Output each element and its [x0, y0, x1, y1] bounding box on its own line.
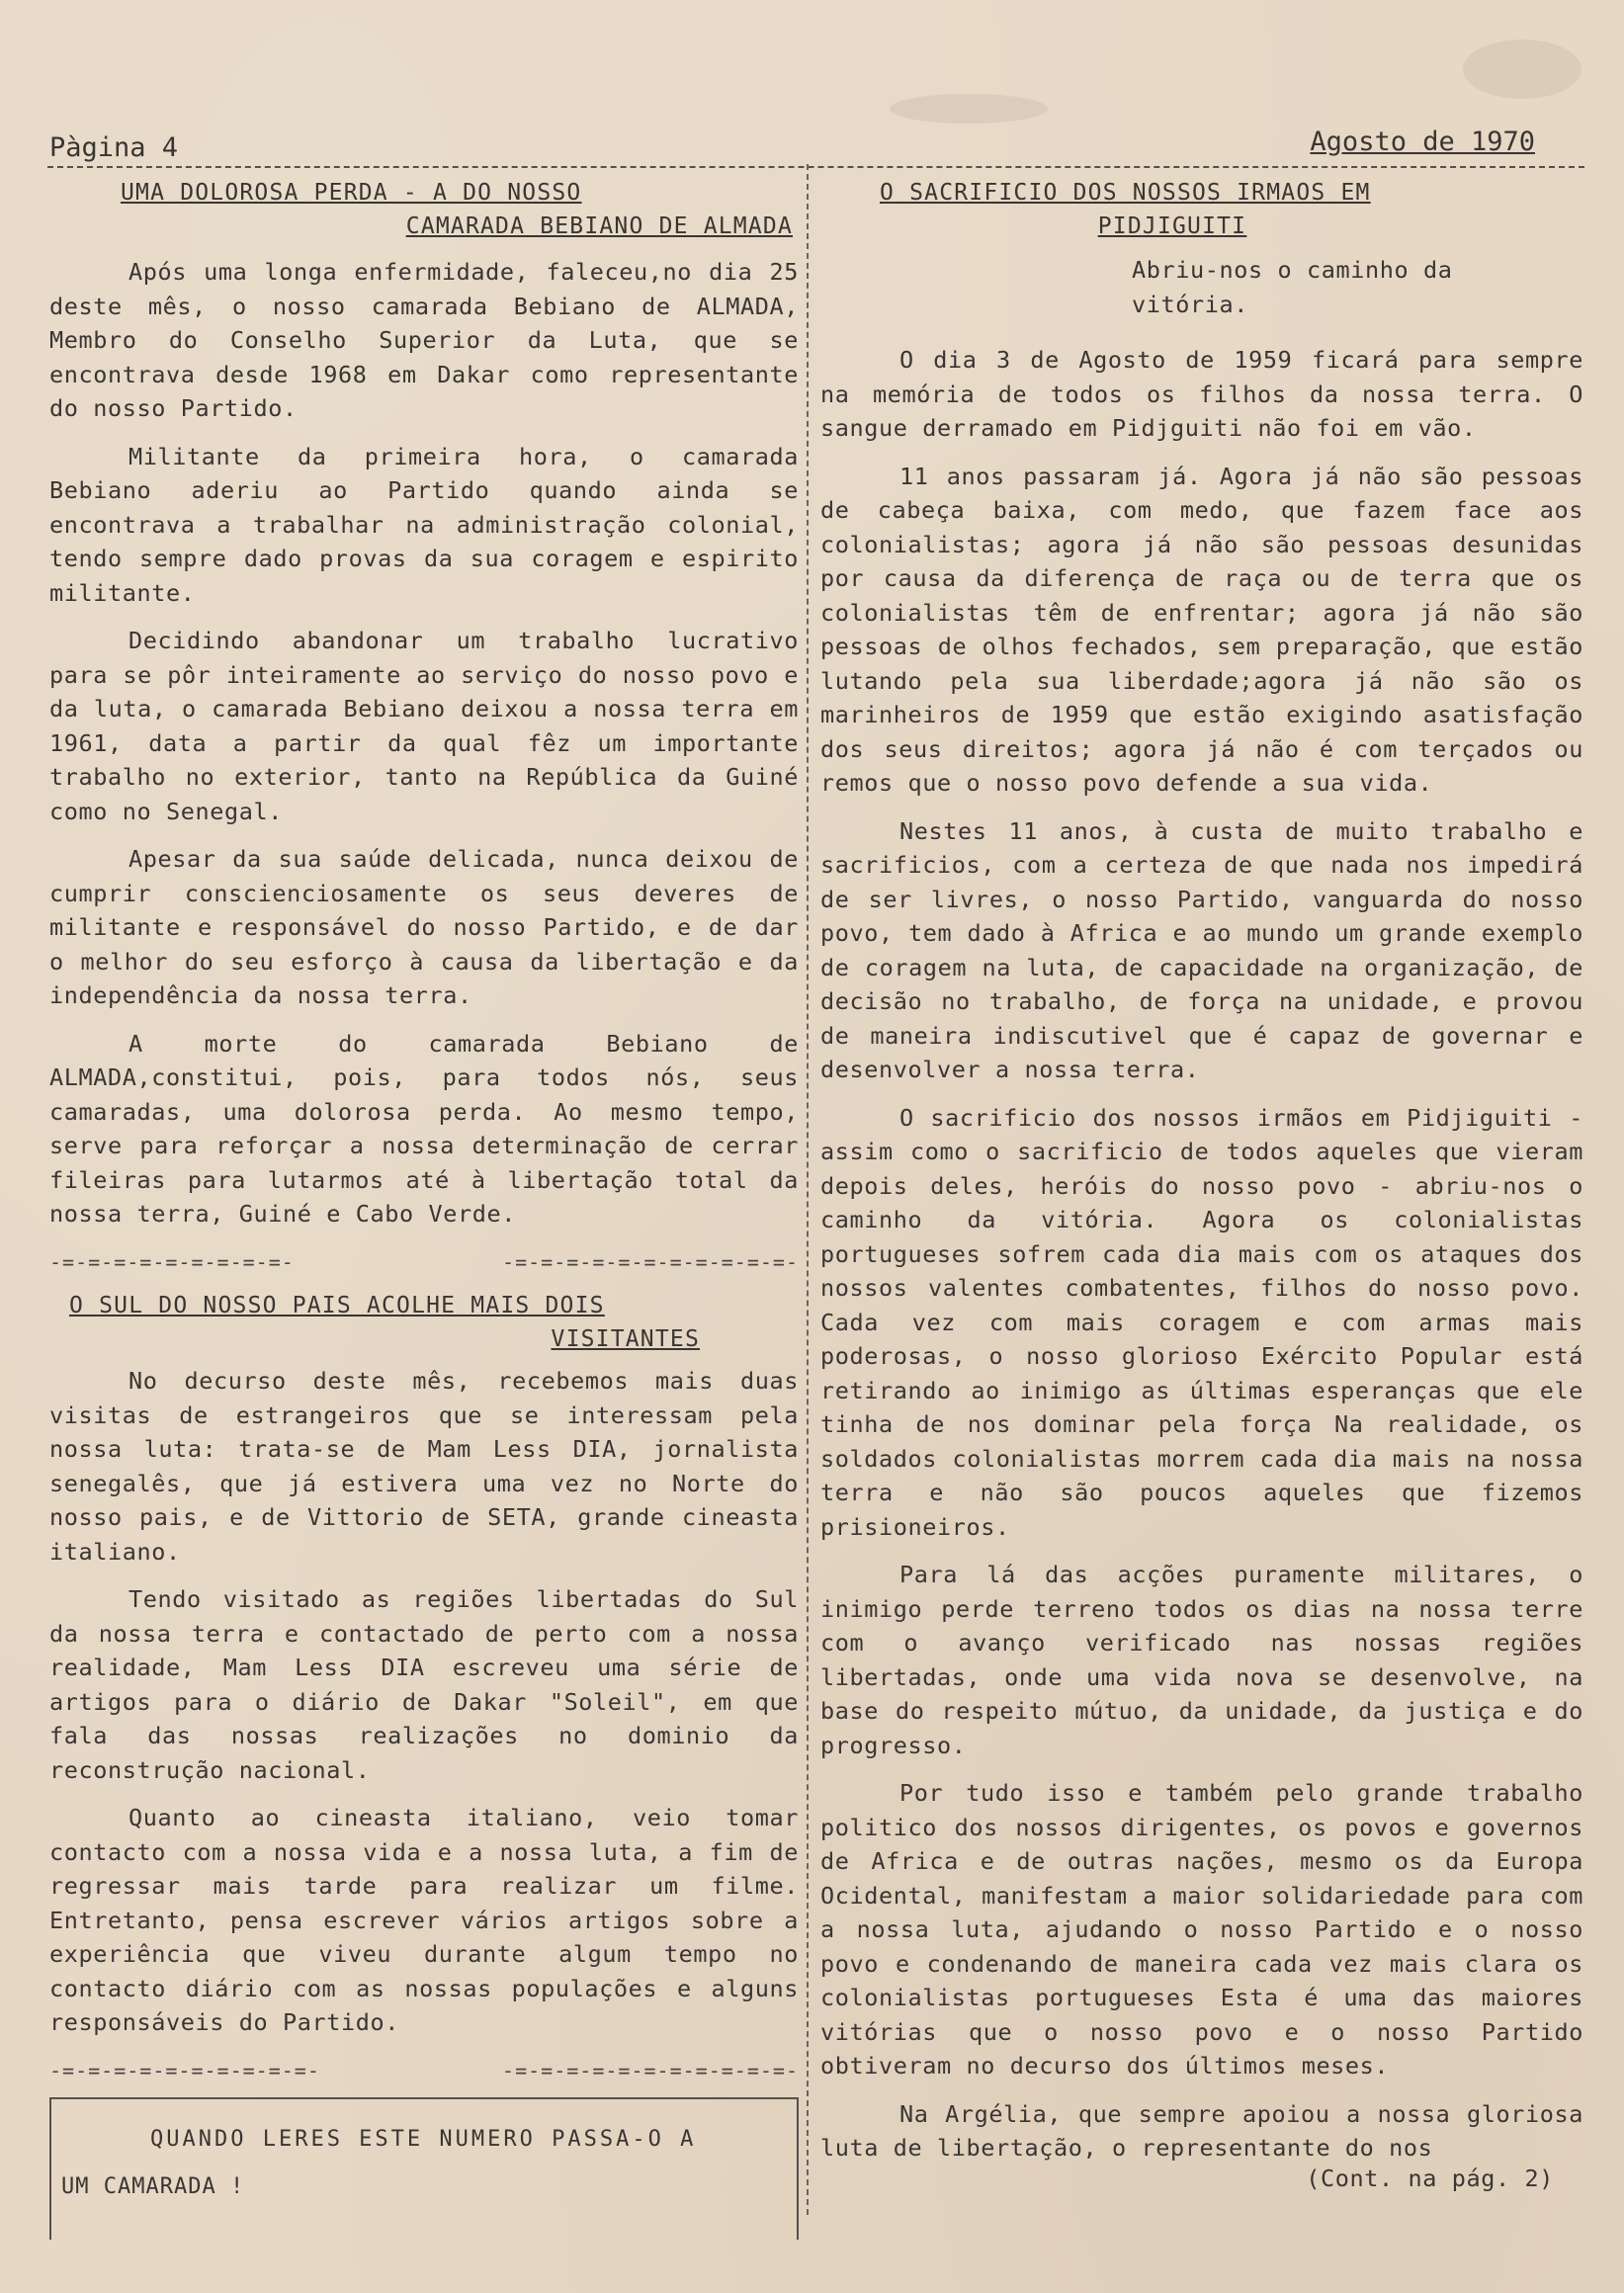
separator-right: -=-=-=-=-=-=-=-=-=-=-=-: [502, 2058, 799, 2082]
title-line: CAMARADA BEBIANO DE ALMADA: [405, 213, 793, 239]
column-divider: [807, 164, 809, 2215]
page-header: [47, 127, 1584, 168]
left-column: [49, 176, 799, 2240]
epigraph: Abriu-nos o caminho da vitória.: [1132, 256, 1453, 318]
paragraph: Quanto ao cineasta italiano, veio tomar contacto com a nossa vida e a nossa luta, a fim de regressar mais tarde para realizar um filme. Entretanto, pensa escrever vários artigos sobre a experiência que viveu durante algum tempo no contacto diário com as nossas populações e alguns responsáveis do Partido.: [49, 1804, 799, 2036]
paper-stain: [1463, 40, 1581, 99]
title-line: UMA DOLOROSA PERDA - A DO NOSSO: [121, 180, 582, 206]
article-title-almada: [49, 176, 799, 243]
separator-left: -=-=-=-=-=-=-=-=-=-: [49, 1249, 295, 1274]
paragraph: Por tudo isso e também pelo grande trabalho politico dos nossos dirigentes, os povos e governos de Africa e de outras nações, mesmo os da Europa Ocidental, manifestam a maior solidariedade para com a nossa luta, ajudando o nosso Partido e o nosso povo e condenando de maneira cada vez mais clara os colonialistas portugueses Esta é uma das maiores vitórias que o nosso povo e o nosso Partido obtiveram no decurso dos últimos meses.: [820, 1779, 1583, 2080]
paragraph: A morte do camarada Bebiano de ALMADA,constitui, pois, para todos nós, seus camaradas, uma dolorosa perda. Ao mesmo tempo, serve para reforçar a nossa determinação de cerrar fileiras para lutarmos até à libertação total da nossa terra, Guiné e Cabo Verde.: [49, 1029, 799, 1228]
title-line: O SACRIFICIO DOS NOSSOS IRMAOS EM: [880, 180, 1371, 206]
separator-right: -=-=-=-=-=-=-=-=-=-=-=-: [502, 1249, 799, 1274]
paragraph: Na Argélia, que sempre apoiou a nossa gloriosa luta de libertação, o representante do nos: [820, 2099, 1583, 2162]
box-text-line2: UM CAMARADA !: [61, 2174, 245, 2199]
paragraph: Após uma longa enfermidade, faleceu,no dia 25 deste mês, o nosso camarada Bebiano de ALMADA, Membro do Conselho Superior da Luta, que se encontrava desde 1968 em Dakar como representante do nosso Partido.: [49, 258, 799, 422]
title-line: O SUL DO NOSSO PAIS ACOLHE MAIS DOIS: [69, 1293, 605, 1318]
separator: [49, 2054, 799, 2088]
title-line: PIDJIGUITI: [1097, 213, 1247, 239]
separator-left: -=-=-=-=-=-=-=-=-=-=-: [49, 2058, 320, 2082]
paragraph: Tendo visitado as regiões libertadas do Sul da nossa terra e contactado de perto com a nossa realidade, Mam Less DIA escreveu uma série de artigos para o diário de Dakar "Soleil", em que fala das nossas realizações no dominio da reconstrução nacional.: [49, 1585, 799, 1784]
separator: [49, 1245, 799, 1280]
issue-date: Agosto de 1970: [1310, 127, 1535, 157]
continued-note: (Cont. na pág. 2): [1306, 2164, 1554, 2192]
box-text-line1: QUANDO LERES ESTE NUMERO PASSA-O A: [150, 2127, 697, 2152]
article-title-pidjiguiti: [820, 176, 1583, 243]
paragraph: Para lá das acções puramente militares, o inimigo perde terreno todos os dias na nossa terre com o avanço verificado nas nossas regiões libertadas, onde uma vida nova se desenvolve, na base do respeito mútuo, da unidade, da justiça e do progresso.: [820, 1561, 1583, 1759]
article-title-visitantes: [49, 1289, 799, 1356]
paragraph: O sacrificio dos nossos irmãos em Pidjiguiti - assim como o sacrificio de todos aqueles que vieram depois deles, heróis do nosso povo - abriu-nos o caminho da vitória. Agora os colonialistas portugueses sofrem cada dia mais com os ataques dos nossos valentes combatentes, filhos do nosso povo. Cada vez com mais coragem e com armas mais poderosas, o nosso glorioso Exército Popular está retirando ao inimigo as últimas esperanças que ele tinha de nos dominar pela força Na realidade, os soldados colonialistas morrem cada dia mais na nossa terra e não são poucos aqueles que fizemos prisioneiros.: [820, 1103, 1583, 1541]
paragraph: O dia 3 de Agosto de 1959 ficará para sempre na memória de todos os filhos da nossa terra. O sangue derramado em Pidjguiti não foi em vão.: [820, 346, 1583, 442]
paper-stain: [890, 94, 1048, 124]
right-column: [820, 176, 1583, 2195]
paragraph: Nestes 11 anos, à custa de muito trabalho e sacrificios, com a certeza de que nada nos impedirá de ser livres, o nosso Partido, vanguarda do nosso povo, tem dado à Africa e ao mundo um grande exemplo de coragem na luta, de capacidade na organização, de decisão no trabalho, de força na unidade, e provou de maneira indiscutivel que é capaz de governar e desenvolver a nossa terra.: [820, 816, 1583, 1083]
page-number: Pàgina 4: [49, 132, 179, 163]
paragraph: Militante da primeira hora, o camarada Bebiano aderiu ao Partido quando ainda se encontrava a trabalhar na administração colonial, tendo sempre dado provas da sua coragem e espirito militante.: [49, 442, 799, 607]
pass-it-on-box: [49, 2097, 799, 2240]
title-line: VISITANTES: [551, 1326, 700, 1352]
paragraph: 11 anos passaram já. Agora já não são pessoas de cabeça baixa, com medo, que fazem face aos colonialistas; agora já não são pessoas desunidas por causa da diferença de raça ou de terra que os colonialistas têm de enfrentar; agora já não são pessoas de olhos fechados, sem preparação, que estão lutando pela sua liberdade;agora já não são os marinheiros de 1959 que estão exigindo asatisfação dos seus direitos; agora já não é com terçados ou remos que o nosso povo defende a sua vida.: [820, 462, 1583, 797]
paragraph: Decidindo abandonar um trabalho lucrativo para se pôr inteiramente ao serviço do nosso povo e da luta, o camarada Bebiano deixou a nossa terra em 1961, data a partir da qual fêz um importante trabalho no exterior, tanto na República da Guiné como no Senegal.: [49, 627, 799, 825]
paragraph: No decurso deste mês, recebemos mais duas visitas de estrangeiros que se interessam pela nossa luta: trata-se de Mam Less DIA, jornalista senegalês, que já estivera uma vez no Norte do nosso pais, e de Vittorio de SETA, grande cineasta italiano.: [49, 1367, 799, 1566]
paragraph: Apesar da sua saúde delicada, nunca deixou de cumprir conscienciosamente os seus deveres de militante e responsável do nosso Partido, e de dar o melhor do seu esforço à causa da libertação e da independência da nossa terra.: [49, 845, 799, 1009]
